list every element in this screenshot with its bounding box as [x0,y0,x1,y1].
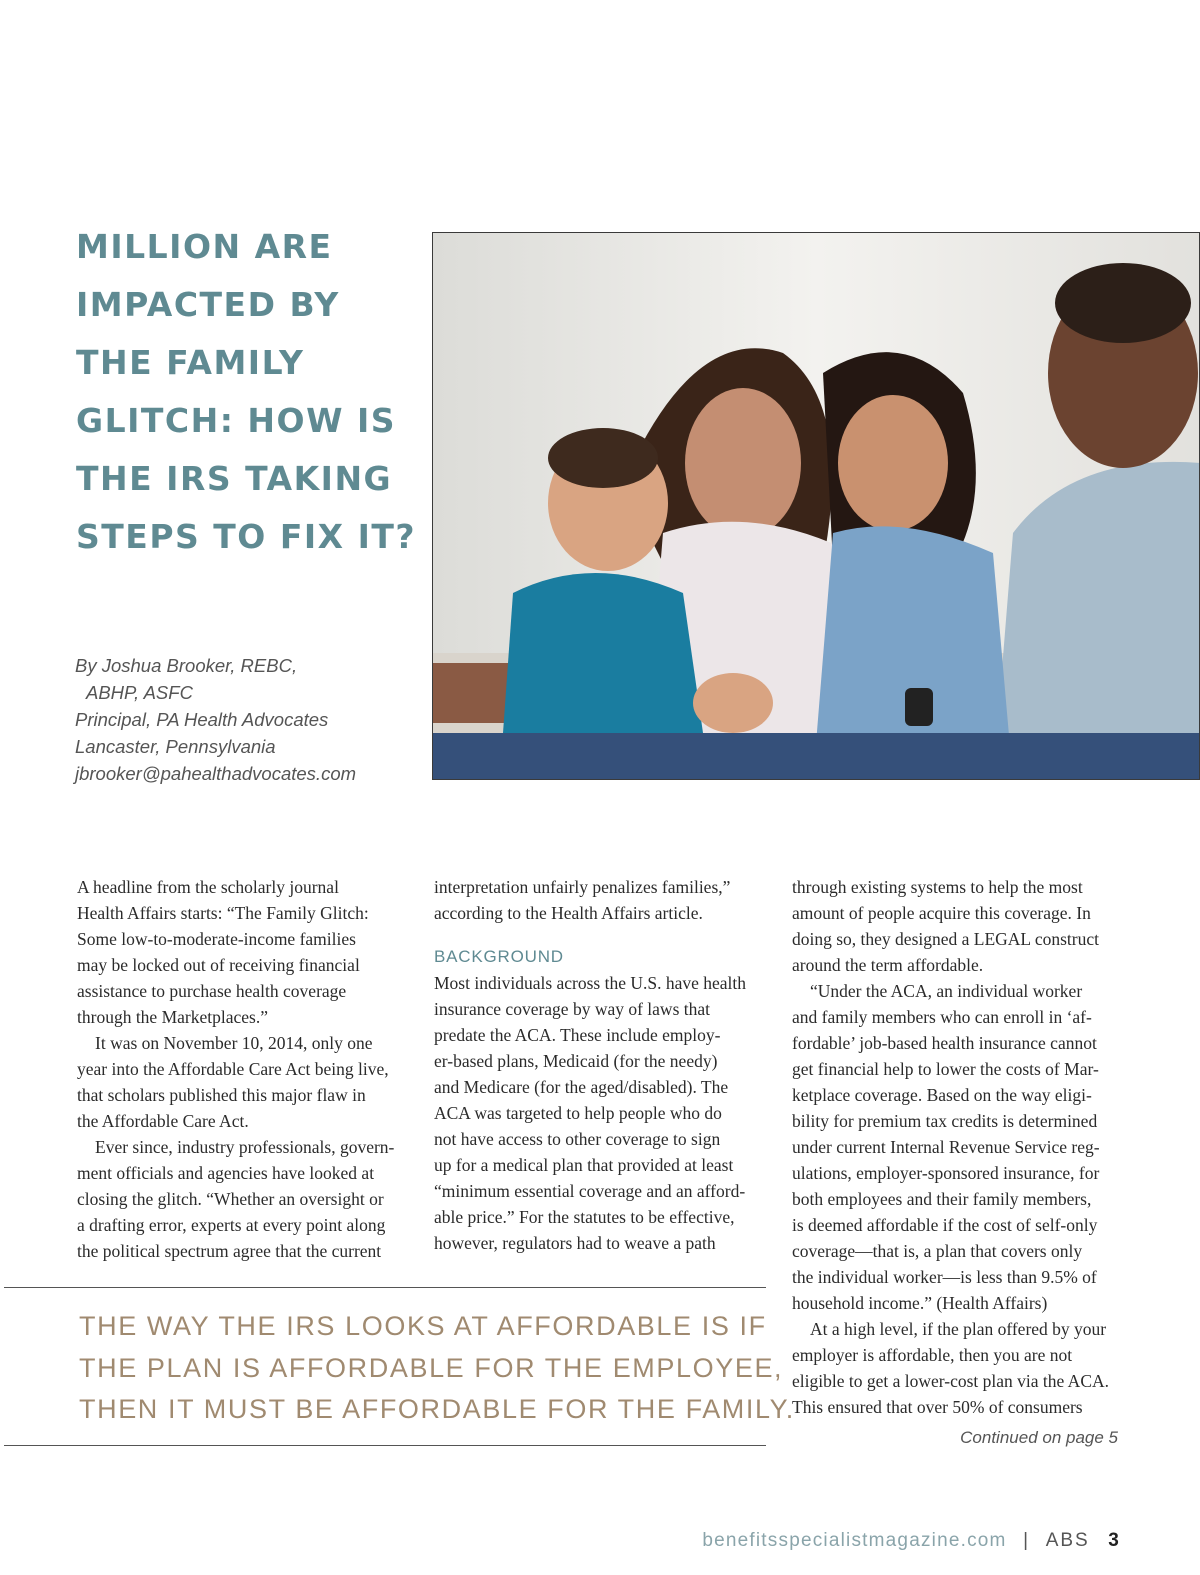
family-photo-illustration [433,233,1200,780]
body-line: A headline from the scholarly journal [77,877,339,897]
continued-note[interactable]: Continued on page 5 [960,1428,1118,1447]
pullquote-top-rule [4,1287,766,1288]
body-line: Some low-to-moderate-income families [77,929,356,949]
author-byline [75,652,420,787]
body-line: insurance coverage by way of laws that [434,999,711,1019]
body-line: It was on November 10, 2014, only one [95,1033,373,1053]
body-line: ment officials and agencies have looked at [77,1163,375,1183]
body-line: bility for premium tax credits is determined [792,1111,1098,1131]
body-line: This ensured that over 50% of consumers [792,1397,1083,1417]
body-line: a drafting error, experts at every point along [77,1215,386,1235]
page-footer [702,1530,1120,1552]
body-line: able price.” For the statutes to be effective, [434,1207,735,1227]
body-line: interpretation unfairly penalizes families,” [434,877,731,897]
pullquote-line: THE WAY THE IRS LOOKS AT AFFORDABLE IS IF [79,1311,767,1341]
body-line: Ever since, industry professionals, govern- [95,1137,395,1157]
body-line: eligible to get a lower-cost plan via the ACA. [792,1371,1109,1391]
body-line: predate the ACA. These include employ- [434,1025,721,1045]
body-column-2 [434,874,769,1256]
pullquote-line: THE PLAN IS AFFORDABLE FOR THE EMPLOYEE, [79,1352,784,1383]
body-line: employer is affordable, then you are not [792,1345,1073,1365]
body-line: doing so, they designed a LEGAL construct [792,929,1099,949]
body-line: and Medicare (for the aged/disabled). The [434,1077,729,1097]
body-line: get financial help to lower the costs of Mar- [792,1059,1099,1079]
byline-author: By Joshua Brooker, REBC, [75,655,298,676]
body-line: and family members who can enroll in ‘af- [792,1007,1092,1027]
title-line: STEPS TO FIX IT? [76,517,416,556]
body-line: ACA was targeted to help people who do [434,1103,722,1123]
body-line: closing the glitch. “Whether an oversight or [77,1189,384,1209]
title-line: THE IRS TAKING [76,459,393,498]
title-line: IMPACTED BY [76,285,340,324]
byline-location: Lancaster, Pennsylvania [75,736,276,757]
title-line: MILLION ARE [76,227,333,266]
body-line: may be locked out of receiving financial [77,955,360,975]
body-line: under current Internal Revenue Service reg- [792,1137,1100,1157]
body-line: however, regulators had to weave a path [434,1233,716,1253]
body-line: the political spectrum agree that the current [77,1241,382,1261]
body-line: both employees and their family members, [792,1189,1092,1209]
body-line: coverage—that is, a plan that covers only [792,1241,1083,1261]
byline-credentials: ABHP, ASFC [86,682,193,703]
title-line: GLITCH: HOW IS [76,401,397,440]
body-line: is deemed affordable if the cost of self-only [792,1215,1098,1235]
body-line: amount of people acquire this coverage. In [792,903,1091,923]
body-line: the individual worker—is less than 9.5% of [792,1267,1097,1287]
family-photo [432,232,1200,780]
body-line: around the term affordable. [792,955,984,975]
body-line: “minimum essential coverage and an afford- [434,1181,746,1201]
body-line: “Under the ACA, an individual worker [810,981,1083,1001]
body-line: year into the Affordable Care Act being live, [77,1059,389,1079]
body-line: up for a medical plan that provided at least [434,1155,734,1175]
body-line: ketplace coverage. Based on the way eligi- [792,1085,1092,1105]
pullquote [79,1306,795,1431]
section-heading-background: BACKGROUND [434,947,564,966]
article-title [76,218,421,566]
page-number: 3 [1108,1530,1120,1551]
body-column-1 [77,874,412,1264]
body-line: er-based plans, Medicaid (for the needy) [434,1051,718,1071]
footer-site-url[interactable]: benefitsspecialistmagazine.com [702,1530,1007,1551]
pullquote-line: THEN IT MUST BE AFFORDABLE FOR THE FAMILY. [79,1394,795,1424]
body-line: ulations, employer-sponsored insurance, for [792,1163,1100,1183]
body-line: Most individuals across the U.S. have health [434,973,747,993]
byline-email[interactable]: jbrooker@pahealthadvocates.com [75,763,357,784]
body-line: that scholars published this major flaw in [77,1085,366,1105]
body-line: assistance to purchase health coverage [77,981,347,1001]
body-line: household income.” (Health Affairs) [792,1293,1048,1313]
body-line: fordable’ job-based health insurance cannot [792,1033,1097,1053]
footer-brand: ABS [1045,1530,1090,1551]
body-line: according to the Health Affairs article. [434,903,703,923]
body-line: through the Marketplaces.” [77,1007,268,1027]
body-line: Health Affairs starts: “The Family Glitch: [77,903,369,923]
body-line: not have access to other coverage to sign [434,1129,721,1149]
body-column-3 [792,874,1132,1420]
footer-separator: | [1023,1530,1030,1551]
byline-position: Principal, PA Health Advocates [75,709,329,730]
body-line: the Affordable Care Act. [77,1111,249,1131]
title-line: THE FAMILY [76,343,305,382]
body-line: At a high level, if the plan offered by your [810,1319,1107,1339]
body-line: through existing systems to help the most [792,877,1083,897]
pullquote-bottom-rule [4,1445,766,1446]
